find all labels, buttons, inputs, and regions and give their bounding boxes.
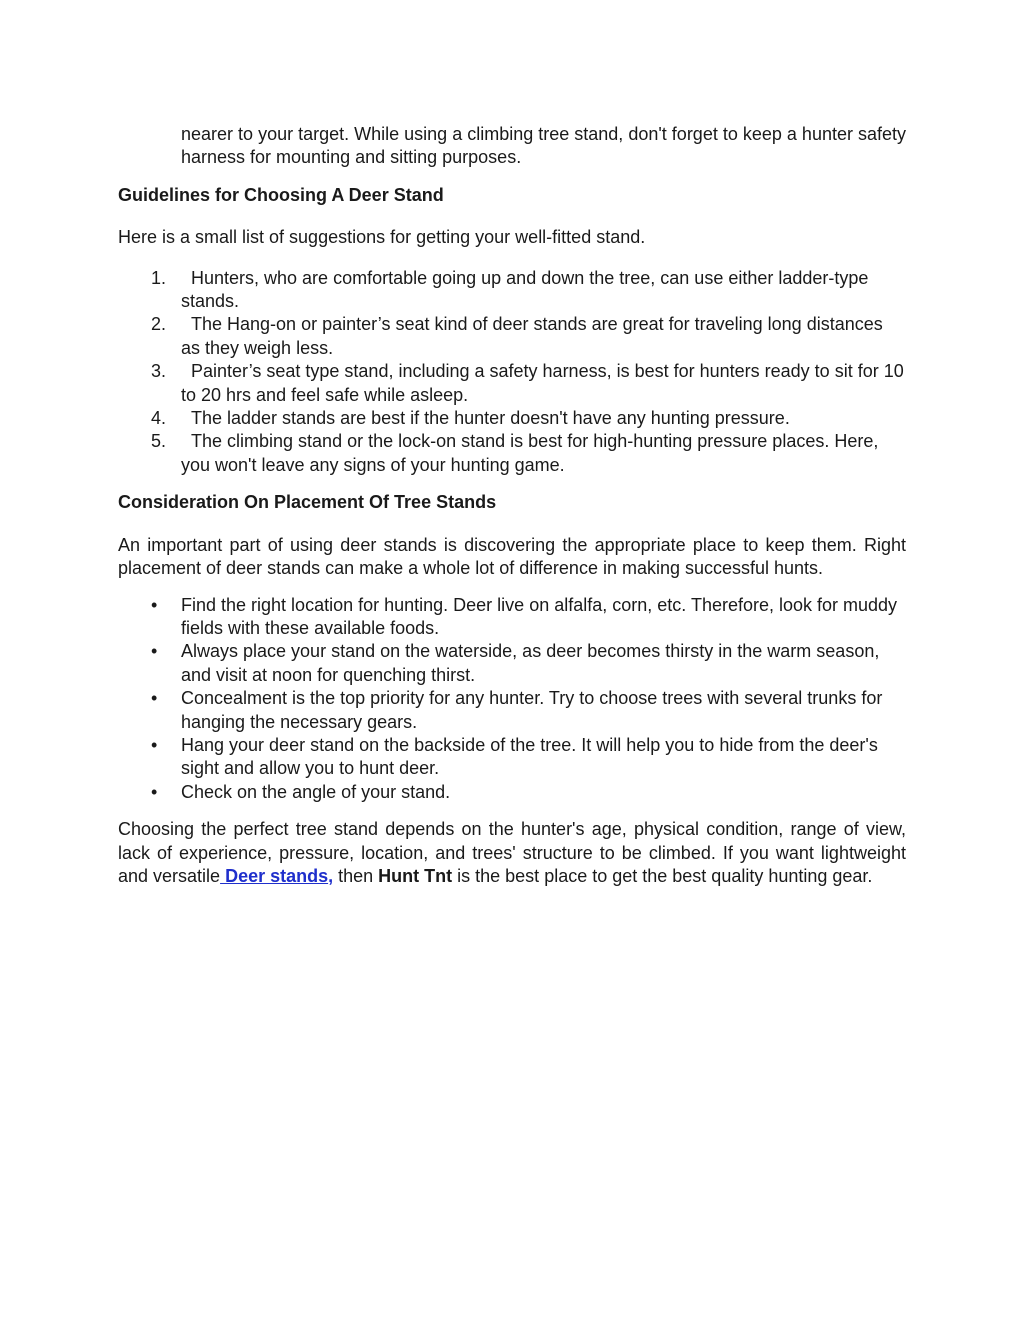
bullet-icon: • xyxy=(151,641,158,662)
list-item xyxy=(118,640,906,687)
list-item-text: The climbing stand or the lock-on stand is best for high-hunting pressure places. Here, you won't leave any signs of your hunting game. xyxy=(181,431,879,475)
closing-paragraph xyxy=(118,818,906,888)
list-item xyxy=(118,313,906,360)
deer-stands-link[interactable] xyxy=(220,866,333,886)
list-item xyxy=(118,267,906,314)
list-item xyxy=(118,430,906,477)
placement-paragraph: An important part of using deer stands is discovering the appropriate place to keep them. Right placement of deer stands can make a whole lot of difference in making successful hunts. xyxy=(118,534,906,579)
list-number: 3. xyxy=(151,361,167,382)
closing-text-part3: is the best place to get the best quality hunting gear. xyxy=(452,865,873,886)
list-item-text: The Hang-on or painter’s seat kind of deer stands are great for traveling long distances as they weigh less. xyxy=(181,314,883,358)
list-number: 1. xyxy=(151,267,167,288)
list-item-text: The ladder stands are best if the hunter doesn't have any hunting pressure. xyxy=(191,408,790,429)
bullet-icon: • xyxy=(151,594,158,615)
list-item xyxy=(118,687,906,734)
deer-stands-link-text: Deer stands xyxy=(220,865,329,886)
list-number: 4. xyxy=(151,408,167,429)
list-item xyxy=(118,594,906,641)
continued-paragraph: nearer to your target. While using a climbing tree stand, don't forget to keep a hunter safety harness for mounting and sitting purposes. xyxy=(181,124,906,168)
intro-paragraph: Here is a small list of suggestions for getting your well-fitted stand. xyxy=(118,227,646,248)
list-item-text: Hunters, who are comfortable going up and down the tree, can use either ladder-type stands. xyxy=(181,267,869,312)
list-item-text: Concealment is the top priority for any hunter. Try to choose trees with several trunks for hanging the necessary gears. xyxy=(181,688,883,732)
heading-placement-tree-stands: Consideration On Placement Of Tree Stands xyxy=(118,492,497,513)
bullet-icon: • xyxy=(151,688,158,709)
bullet-list xyxy=(118,594,906,805)
closing-text-part1: Choosing the perfect tree stand depends on the hunter's age, physical condition, range of view, lack of experience, pressure, location, and trees' structure to be climbed. If you want lightweight and versatile xyxy=(118,819,906,886)
document-page xyxy=(118,123,906,888)
bullet-icon: • xyxy=(151,781,158,802)
list-item xyxy=(118,360,906,407)
list-item-text: Painter’s seat type stand, including a safety harness, is best for hunters ready to sit for 10 to 20 hrs and feel safe while asleep. xyxy=(181,361,904,405)
list-item xyxy=(118,407,906,430)
list-item xyxy=(118,781,906,804)
list-item-text: Find the right location for hunting. Deer live on alfalfa, corn, etc. Therefore, look for muddy fields with these available foods. xyxy=(181,594,898,638)
heading-choosing-deer-stand: Guidelines for Choosing A Deer Stand xyxy=(118,184,444,205)
numbered-list xyxy=(118,267,906,478)
deer-stands-link-comma: , xyxy=(328,865,334,886)
bullet-icon: • xyxy=(151,734,158,755)
list-item xyxy=(118,734,906,781)
brand-name: Hunt Tnt xyxy=(378,865,453,886)
list-item-text: Always place your stand on the waterside, as deer becomes thirsty in the warm season, and visit at noon for quenching thirst. xyxy=(181,641,880,685)
list-item-text: Hang your deer stand on the backside of the tree. It will help you to hide from the deer's sight and allow you to hunt deer. xyxy=(181,734,878,779)
list-number: 2. xyxy=(151,314,167,335)
closing-text-part2: then xyxy=(333,865,379,886)
list-item-text: Check on the angle of your stand. xyxy=(181,781,451,802)
list-number: 5. xyxy=(151,431,167,452)
